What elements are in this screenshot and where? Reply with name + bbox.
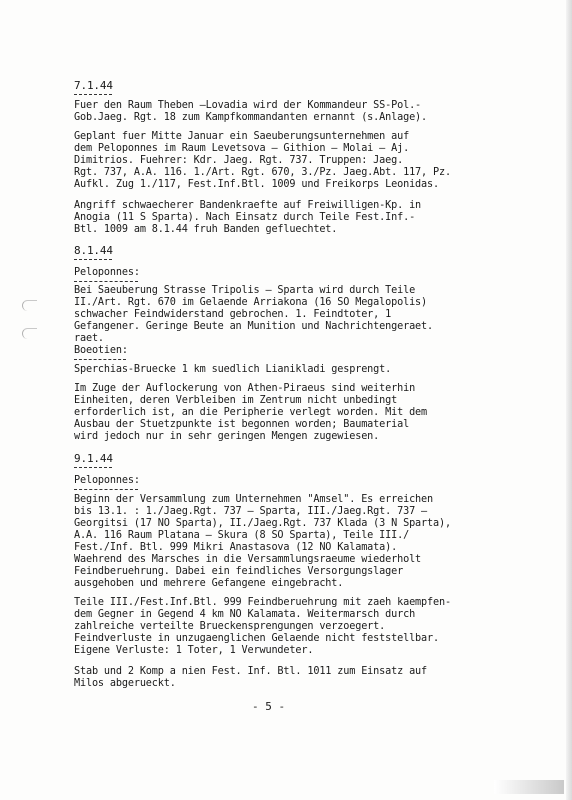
text-line: Boeotien: [74, 345, 128, 356]
text-line: Anogia (11 S Sparta). Nach Einsatz durch Teile Fest.Inf.- [74, 212, 416, 223]
text-line: Im Zuge der Auflockerung von Athen-Piraeus sind weiterhin [74, 383, 416, 394]
text-line: bis 13.1. : 1./Jaeg.Rgt. 737 – Sparta, III./Jaeg.Rgt. 737 – [74, 506, 428, 517]
text-line: Waehrend des Marsches in die Versammlungsraeume wiederholt [74, 554, 422, 565]
text-line: Bei Saeuberung Strasse Tripolis – Sparta wird durch Teile [74, 285, 416, 296]
text-line: Dimitrios. Fuehrer: Kdr. Jaeg. Rgt. 737. Truppen: Jaeg. [74, 155, 404, 166]
text-line: Peloponnes: [74, 475, 140, 486]
text-line: II./Art. Rgt. 670 im Gelaende Arriakona (16 SO Megalopolis) [74, 297, 428, 308]
text-line: Sperchias-Bruecke 1 km suedlich Lianikladi gesprengt. [74, 364, 392, 375]
text-line: Georgitsi (17 NO Sparta), II./Jaeg.Rgt. 737 Klada (3 N Sparta), [74, 518, 451, 529]
text-line: Fuer den Raum Theben –Lovadia wird der Kommandeur SS-Pol.- [74, 100, 422, 111]
date-heading: 9.1.44 [74, 452, 113, 465]
text-line: Einheiten, deren Verbleiben im Zentrum nicht unbedingt [74, 395, 398, 406]
text-line: A.A. 116 Raum Platana – Skura (8 SO Sparta), Teile III./ [74, 530, 410, 541]
underline-rule [74, 467, 112, 468]
text-line: Gefangener. Geringe Beute an Munition und Nachrichtengeraet. [74, 321, 434, 332]
text-line: ausgehoben und mehrere Gefangene eingebracht. [74, 578, 344, 589]
text-line: Stab und 2 Komp a nien Fest. Inf. Btl. 1011 zum Einsatz auf [74, 666, 428, 677]
text-line: Geplant fuer Mitte Januar ein Saeuberungsunternehmen auf [74, 131, 410, 142]
text-line: Ausbau der Stuetzpunkte ist begonnen worden; Baumaterial [74, 419, 410, 430]
text-line: Fest./Inf. Btl. 999 Mikri Anastasova (12 NO Kalamata). [74, 542, 398, 553]
text-line: Aufkl. Zug 1./117, Fest.Inf.Btl. 1009 und Freikorps Leonidas. [74, 179, 439, 190]
underline-rule [74, 489, 138, 490]
text-line: Feindverluste in unzugaenglichen Gelaende nicht feststellbar. [74, 633, 439, 644]
text-line: Rgt. 737, A.A. 116. 1./Art. Rgt. 670, 3./Pz. Jaeg.Abt. 117, Pz. [74, 167, 451, 178]
text-line: Beginn der Versammlung zum Unternehmen "Amsel". Es erreichen [74, 494, 434, 505]
underline-rule [74, 259, 112, 260]
text-line: Teile III./Fest.Inf.Btl. 999 Feindberuehrung mit zaeh kaempfen- [74, 597, 451, 608]
punch-hole-mark [22, 328, 37, 339]
text-line: Angriff schwaecherer Bandenkraefte auf Freiwilligen-Kp. in [74, 200, 422, 211]
text-line: erforderlich ist, an die Peripherie verlegt worden. Mit dem [74, 407, 428, 418]
text-line: raet. [74, 333, 104, 344]
text-line: dem Peloponnes im Raum Levetsova – Githion – Molai – Aj. [74, 143, 410, 154]
date-heading: 8.1.44 [74, 244, 113, 257]
text-line: Milos abgerueckt. [74, 678, 176, 689]
date-heading: 7.1.44 [74, 79, 113, 92]
text-line: Eigene Verluste: 1 Toter, 1 Verwundeter. [74, 645, 314, 656]
punch-hole-mark [22, 300, 37, 311]
underline-rule [74, 359, 126, 360]
text-line: Peloponnes: [74, 267, 140, 278]
text-line: Btl. 1009 am 8.1.44 fruh Banden gefluechtet. [74, 224, 338, 235]
scan-edge [566, 0, 572, 800]
scan-shadow [494, 780, 564, 794]
underline-rule [74, 94, 112, 95]
page-number: - 5 - [252, 700, 286, 713]
text-line: Gob.Jaeg. Rgt. 18 zum Kampfkommandanten ernannt (s.Anlage). [74, 112, 428, 123]
text-line: dem Gegner in Gegend 4 km NO Kalamata. Weitermarsch durch [74, 609, 416, 620]
text-line: zahlreiche verteilte Brueckensprengungen verzoegert. [74, 621, 386, 632]
underline-rule [74, 281, 138, 282]
text-line: Feindberuehrung. Dabei ein feindliches Versorgungslager [74, 566, 404, 577]
text-line: wird jedoch nur in sehr geringen Mengen zugewiesen. [74, 431, 380, 442]
text-line: schwacher Feindwiderstand gebrochen. 1. Feindtoter, 1 [74, 309, 392, 320]
